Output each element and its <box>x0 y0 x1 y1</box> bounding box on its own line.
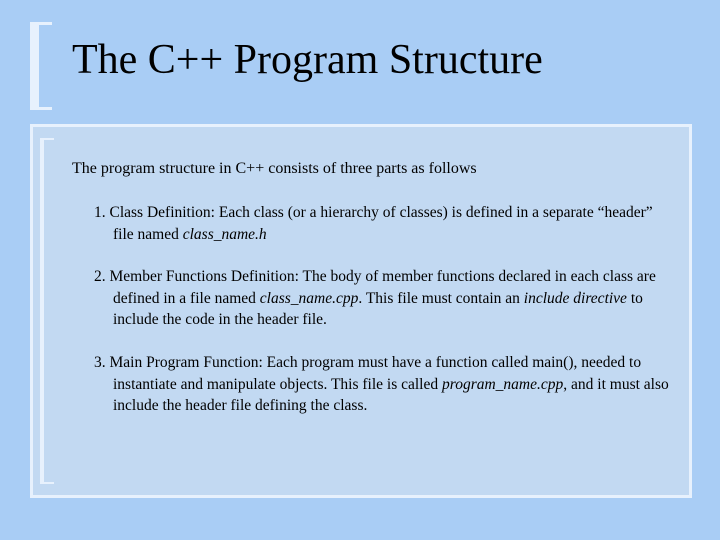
title-bracket-decoration <box>30 22 52 110</box>
item-text: 3. Main Program Function: Each program must have a function called main(), needed to instantiate and manipulate objects. This file is called <box>94 353 642 393</box>
item-text: 1. Class Definition: Each class (or a hierarchy of classes) is defined in a separate “header” file named <box>94 204 653 243</box>
item-text: . This file must contain an <box>358 289 524 307</box>
panel-bracket-decoration <box>40 138 54 484</box>
slide-title: The C++ Program Structure <box>72 37 543 83</box>
structure-list <box>94 202 674 417</box>
item-emphasis: program_name.cpp <box>442 375 564 393</box>
list-item-main-program <box>94 352 674 417</box>
intro-text: The program structure in C++ consists of three parts as follows <box>72 160 477 177</box>
item-text: , and it must also include the header file defining the class. <box>113 375 669 415</box>
item-emphasis: class_name.h <box>182 225 267 243</box>
item-text: to include the code in the header file. <box>113 289 643 329</box>
list-item-class-definition <box>94 202 674 245</box>
item-emphasis: include directive <box>523 289 627 307</box>
list-item-member-functions <box>94 266 674 331</box>
item-text: 2. Member Functions Definition: The body of member functions declared in each class are defined in a file named <box>94 268 656 307</box>
item-emphasis: class_name.cpp <box>259 289 359 307</box>
